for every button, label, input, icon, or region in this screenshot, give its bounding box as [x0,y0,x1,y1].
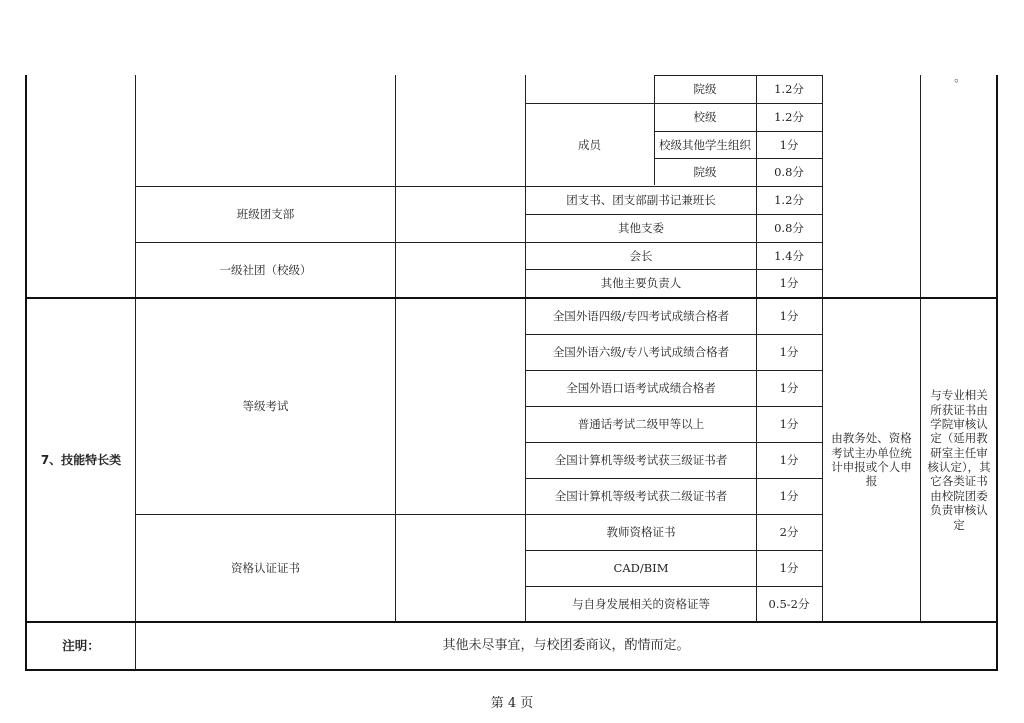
item-cell: 全国外语六级/专八考试成绩合格者 [552,345,730,360]
item-cell: 与自身发展相关的资格证等 [572,596,710,611]
skill-category: 7、技能特长类 [40,452,122,467]
club-label: 一级社团（校级） [219,262,312,277]
score-cell: 0.8分 [774,165,804,180]
score-cell: 1分 [779,345,799,360]
score-cell: 1分 [779,489,799,504]
grid-line [996,75,998,671]
score-cell: 1分 [779,561,799,576]
item-cell: 全国计算机等级考试获三级证书者 [554,453,728,468]
score-cell: 1分 [779,276,799,291]
score-cell: 1.2分 [774,110,804,125]
score-cell: 1分 [779,137,799,152]
item-cell: 会长 [629,248,653,263]
note-label: 注明： [62,638,100,654]
item-cell: 团支书、团支部副书记兼班长 [566,193,716,208]
score-cell: 1分 [779,453,799,468]
score-cell: 1.2分 [774,82,804,97]
score-cell: 1分 [779,417,799,432]
item-cell: 全国计算机等级考试获二级证书者 [554,489,728,504]
source-cell: 由教务处、资格考试主办单位统计申报或个人申报 [831,431,912,489]
item-cell: 普通话考试二级甲等以上 [577,417,705,432]
item-cell: 院级 [693,165,717,180]
item-cell: 其他支委 [618,221,664,236]
top-right-mark: 。 [954,69,966,84]
item-cell: 教师资格证书 [606,525,676,540]
score-cell: 1.4分 [774,248,804,263]
score-cell: 1分 [779,381,799,396]
class-league-label: 班级团支部 [236,207,295,222]
grade-exam-label: 等级考试 [242,399,289,414]
item-cell: 全国外语四级/专四考试成绩合格者 [552,309,730,324]
grid-line [920,75,921,623]
member-label: 成员 [578,137,601,152]
score-cell: 1分 [779,309,799,324]
certificate-label: 资格认证证书 [231,560,300,575]
score-cell: 0.5-2分 [768,596,810,611]
item-cell: 院级 [693,82,717,97]
item-cell: 校级 [693,110,717,125]
note-text: 其他未尽事宜，与校团委商议，酌情而定。 [442,637,690,653]
review-cell: 与专业相关所获证书由学院审核认定（延用教研室主任审核认定），其它各类证书由校院团委负责审核认定 [927,388,991,532]
item-cell: CAD/BIM [613,561,669,576]
grid-line [25,669,998,671]
score-cell: 1.2分 [774,193,804,208]
grid-line [395,75,396,623]
page-number: 第 4 页 [490,696,534,711]
item-cell: 其他主要负责人 [600,276,682,291]
item-cell: 校级其他学生组织 [659,137,751,152]
item-cell: 全国外语口语考试成绩合格者 [566,381,716,396]
score-cell: 0.8分 [774,221,804,236]
score-cell: 2分 [779,525,799,540]
grid-line [822,75,823,623]
